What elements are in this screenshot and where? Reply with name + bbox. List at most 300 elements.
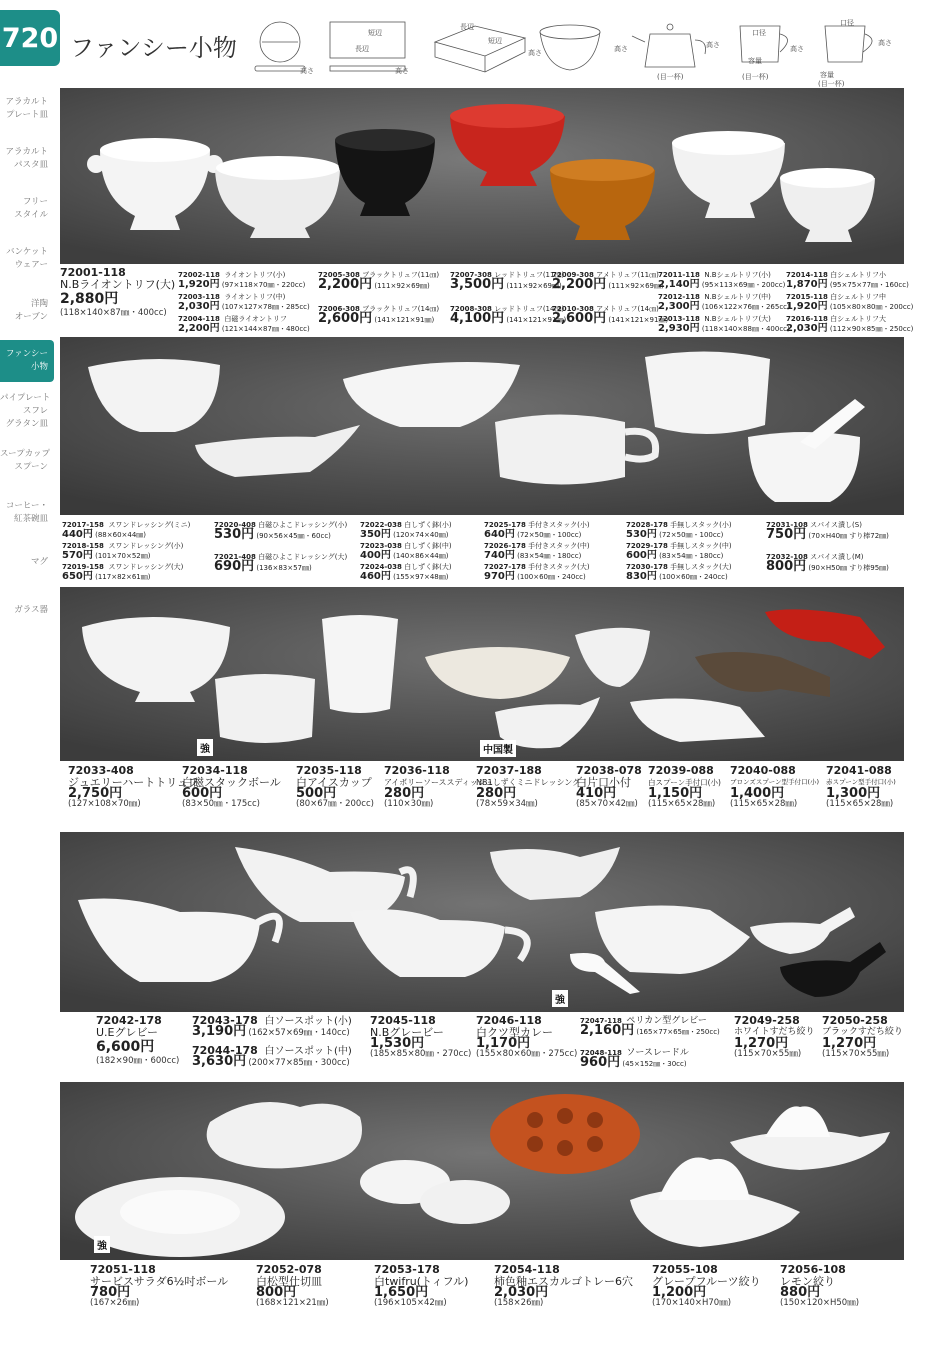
- product-72002: [178, 270, 305, 290]
- product-price: 280円: [476, 786, 517, 801]
- product-72014: [786, 270, 909, 290]
- product-name: ブロンズスプーン型手付口(小): [730, 778, 820, 786]
- product-price: 1,150円: [648, 786, 703, 801]
- product-name: ライオントリフ(小): [224, 271, 286, 279]
- product-72013: [658, 314, 790, 334]
- product-name: N.Bシェルトリフ(小): [704, 271, 771, 279]
- product-code: 72049-258: [734, 1014, 800, 1027]
- cup-diagram-icon: [825, 26, 872, 62]
- sidebar-item-oven-ware[interactable]: 洋陶 オーブン: [14, 299, 48, 322]
- product-size: (155×80×60㎜・275cc): [476, 1049, 578, 1059]
- page-number: 720: [0, 10, 60, 66]
- product-size: (118×140×88㎜・400cc): [701, 325, 790, 333]
- product-size: (83×54㎜・180cc): [659, 552, 724, 560]
- product-size: (85×70×42㎜): [576, 799, 638, 809]
- product-size: (88×60×44㎜): [95, 531, 147, 539]
- product-name: ソースレードル: [626, 1048, 689, 1058]
- product-size: (95×75×77㎜・160cc): [829, 281, 909, 289]
- product-size: (141×121×91㎜): [506, 316, 567, 324]
- product-size: (115×70×55㎜): [822, 1049, 890, 1059]
- diagram-height-label: 高さ: [300, 67, 314, 75]
- product-price: 1,870円: [786, 279, 828, 290]
- product-price: 600円: [626, 550, 657, 561]
- diagram-long-label: 長辺: [355, 45, 369, 53]
- product-name: サービスサラダ6½吋ボール: [90, 1275, 229, 1288]
- product-name: アメトリュフ(14㎝): [596, 305, 659, 313]
- plate-diagram-icon: [255, 22, 305, 71]
- product-size: (111×92×69㎜): [374, 282, 430, 290]
- diagram-height-label-4: 高さ: [614, 45, 628, 53]
- product-price: 960円: [580, 1055, 621, 1070]
- product-name: 白磁ひよこドレッシング(大): [258, 553, 348, 561]
- product-72011: [658, 270, 785, 290]
- product-size: (111×92×69㎜): [608, 282, 664, 290]
- product-code: 72006-308: [318, 305, 360, 313]
- product-72027: [484, 562, 590, 582]
- product-size: (118×140×87㎜・400cc): [60, 308, 167, 318]
- product-72042: [96, 1016, 179, 1067]
- product-size: (80×67㎜・200cc): [296, 799, 374, 809]
- product-code: 72051-118: [90, 1263, 156, 1276]
- product-price: 530円: [214, 527, 255, 542]
- made-in-china-tag: 中国製: [480, 740, 516, 757]
- product-price: 1,650円: [374, 1285, 429, 1300]
- product-size: (106×122×76㎜・265cc): [701, 303, 790, 311]
- product-name: 白シェルトリフ中: [830, 293, 886, 301]
- product-photo-section-1: [60, 88, 904, 264]
- product-72018: [62, 541, 183, 561]
- product-72031: [766, 520, 889, 541]
- product-code: 72040-088: [730, 764, 796, 777]
- product-size: (72×50㎜・100cc): [517, 531, 582, 539]
- product-name: 白twifru(トィフル): [374, 1275, 469, 1288]
- product-name: ホワイトすだち絞り: [734, 1027, 815, 1037]
- product-price: 780円: [90, 1285, 131, 1300]
- product-code: 72004-118: [178, 315, 220, 323]
- product-code: 72008-308: [450, 305, 492, 313]
- product-code: 72054-118: [494, 1263, 560, 1276]
- product-size: (115×65×28㎜): [826, 799, 894, 809]
- product-72003: [178, 292, 310, 312]
- product-name: 白磁スタックボール: [182, 776, 281, 789]
- product-name: ブラックすだち絞り: [822, 1027, 903, 1037]
- product-code: 72015-118: [786, 293, 828, 301]
- product-size: (155×97×48㎜): [393, 573, 449, 581]
- product-price: 2,030円: [178, 301, 220, 312]
- product-name: ブラックトリュフ(14㎝): [362, 305, 440, 313]
- product-price: 2,930円: [658, 323, 700, 334]
- product-code: 72010-308: [552, 305, 594, 313]
- product-size: (115×70×55㎜): [734, 1049, 802, 1059]
- sidebar-item-free-style[interactable]: フリー スタイル: [14, 197, 48, 220]
- product-code: 72047-118: [580, 1017, 622, 1025]
- diagram-height-label-5: 高さ: [706, 41, 720, 49]
- product-photo-section-4: [60, 832, 904, 1012]
- product-name: スワンドレッシング(大): [108, 563, 184, 571]
- sidebar-item-soup-cup[interactable]: スープカップ スプーン: [0, 449, 50, 472]
- product-name: 赤スプーン型手付口(小): [826, 778, 896, 786]
- product-code: 72019-158: [62, 563, 104, 571]
- product-price: 2,030円: [494, 1285, 549, 1300]
- product-code: 72014-118: [786, 271, 828, 279]
- product-72029: [626, 541, 732, 561]
- product-72007: [450, 270, 564, 291]
- product-price: 690円: [214, 559, 255, 574]
- sidebar-item-pie-plate[interactable]: パイプレート スフレ グラタン皿: [0, 393, 51, 429]
- product-size: (111×92×69㎜): [506, 282, 562, 290]
- product-price: 1,400円: [730, 786, 785, 801]
- product-72039: [648, 766, 721, 810]
- product-size: (167×26㎜): [90, 1298, 140, 1308]
- product-name: 白シェルトリフ大: [830, 315, 886, 323]
- product-size: (78×59×34㎜): [476, 799, 538, 809]
- product-size: (158×26㎜): [494, 1298, 544, 1308]
- product-72010: [552, 304, 668, 325]
- sidebar-item-coffee-tea[interactable]: コーヒー・ 紅茶碗皿: [5, 501, 48, 524]
- product-name: 白ソースポット(小): [264, 1016, 352, 1027]
- product-72032: [766, 552, 889, 573]
- product-72038: [576, 766, 642, 810]
- product-name: 白アイスカップ: [296, 776, 372, 789]
- product-name: 手無しスタック(小): [670, 521, 732, 529]
- product-72049: [734, 1016, 814, 1060]
- page-title: ファンシー小物: [70, 34, 237, 62]
- product-code: 72045-118: [370, 1014, 436, 1027]
- product-price: 350円: [360, 529, 391, 540]
- product-size: (90×56×45㎜・60cc): [256, 532, 331, 540]
- product-code: 72017-158: [62, 521, 104, 529]
- product-name: 柿色釉エスカルゴトレー6穴: [494, 1275, 633, 1288]
- product-code: 72016-118: [786, 315, 828, 323]
- diagram-capacity-label-2: 容量: [820, 71, 834, 79]
- product-price: 2,600円: [318, 311, 373, 326]
- product-72045: [370, 1016, 471, 1060]
- product-size: (170×140×H70㎜): [652, 1298, 732, 1308]
- product-72041: [826, 766, 896, 810]
- product-name: N.Bグレービー: [370, 1026, 444, 1039]
- product-size: (121×144×87㎜・480cc): [221, 325, 310, 333]
- product-code: 72021-408: [214, 553, 256, 561]
- product-name: NB1しずくミニドレッシング: [476, 778, 581, 787]
- product-code: 72042-178: [96, 1014, 162, 1027]
- product-72030: [626, 562, 732, 582]
- product-name: グレープフルーツ絞り: [652, 1275, 761, 1288]
- product-price: 2,750円: [68, 786, 123, 801]
- diagram-full-capacity-note-2: (目一杯): [742, 73, 769, 81]
- small-dish-photo: [60, 587, 904, 761]
- product-72008: [450, 304, 566, 325]
- product-72037: [476, 766, 580, 810]
- product-size: (70×H40㎜ すり棒72㎜): [808, 532, 889, 540]
- product-price: 2,200円: [552, 277, 607, 292]
- product-code: 72001-118: [60, 266, 126, 279]
- product-72021: [214, 552, 347, 573]
- product-price: 400円: [360, 550, 391, 561]
- product-name: 白しずく鉢(大): [404, 563, 452, 571]
- product-price: 1,920円: [178, 279, 220, 290]
- product-size: (165×77×65㎜・250cc): [636, 1028, 720, 1036]
- product-price: 2,600円: [552, 311, 607, 326]
- product-code: 72037-188: [476, 764, 542, 777]
- product-name: 白片口小付: [576, 776, 631, 789]
- product-code: 72044-178: [192, 1044, 258, 1057]
- product-name: ジュエリーハートトリュフ: [68, 776, 199, 789]
- diagram-short-label: 短辺: [368, 29, 382, 37]
- product-72012: [658, 292, 790, 312]
- product-size: (182×90㎜・600cc): [96, 1056, 180, 1066]
- product-code: 72028-178: [626, 521, 668, 529]
- product-price: 1,270円: [822, 1036, 877, 1051]
- product-size: (95×113×69㎜・200cc): [701, 281, 786, 289]
- sidebar-item-a-la-carte-pasta[interactable]: アラカルト パスタ皿: [5, 147, 48, 170]
- product-code: 72024-038: [360, 563, 402, 571]
- product-price: 530円: [626, 529, 657, 540]
- product-72015: [786, 292, 913, 312]
- product-name: アイボリーソーススディッシュ: [384, 778, 494, 787]
- sidebar-item-glassware[interactable]: ガラス器: [14, 605, 48, 615]
- strong-tag-3: 強: [94, 1236, 110, 1253]
- product-code: 72053-178: [374, 1263, 440, 1276]
- product-size: (83×54㎜・180cc): [517, 552, 582, 560]
- product-72040: [730, 766, 819, 810]
- product-size: (100×60㎜・240cc): [517, 573, 586, 581]
- product-code: 72043-178: [192, 1014, 258, 1027]
- product-code: 72013-118: [658, 315, 700, 323]
- product-name: 白松型仕切皿: [256, 1275, 322, 1288]
- product-code: 72025-178: [484, 521, 526, 529]
- product-72019: [62, 562, 183, 582]
- product-size: (115×65×28㎜): [648, 799, 716, 809]
- product-price: 2,880円: [60, 291, 119, 307]
- product-72001: [60, 268, 175, 319]
- product-code: 72005-308: [318, 271, 360, 279]
- product-name: 白シェルトリフ小: [830, 271, 886, 279]
- product-price: 740円: [484, 550, 515, 561]
- product-code: 72011-118: [658, 271, 700, 279]
- product-size: (162×57×69㎜・140cc): [248, 1028, 350, 1038]
- sidebar-item-banquet-ware[interactable]: バンケット ウェアー: [6, 247, 48, 270]
- product-72026: [484, 541, 590, 561]
- product-price: 440円: [62, 529, 93, 540]
- product-code: 72009-308: [552, 271, 594, 279]
- product-name: 白スプーン手付口(小): [648, 778, 721, 787]
- product-72056: [780, 1265, 859, 1309]
- product-name: N.Bライオントリフ(大): [60, 278, 176, 291]
- product-price: 800円: [766, 559, 807, 574]
- product-name: レッドトリュフ(14㎝): [494, 305, 565, 313]
- diagram-height-label-2: 高さ: [395, 67, 409, 75]
- product-name: 手無しスタック(中): [670, 542, 732, 550]
- product-price: 650円: [62, 571, 93, 582]
- strong-tag-2: 強: [552, 990, 568, 1007]
- product-size: (105×80×80㎜・200cc): [829, 303, 914, 311]
- sidebar-item-mug[interactable]: マグ: [30, 557, 48, 567]
- product-name: レッドトリュフ(11㎝): [494, 271, 565, 279]
- product-name: 手付きスタック(大): [528, 563, 590, 571]
- product-size: (101×70×52㎜): [95, 552, 151, 560]
- product-price: 2,160円: [580, 1023, 635, 1038]
- product-size: (83×50㎜・175cc): [182, 799, 260, 809]
- product-code: 72039-088: [648, 764, 714, 777]
- product-code: 72003-118: [178, 293, 220, 301]
- product-price: 640円: [484, 529, 515, 540]
- product-price: 1,300円: [826, 786, 881, 801]
- diagram-long-label-2: 長辺: [460, 23, 474, 31]
- product-72005: [318, 270, 439, 291]
- product-name: 白磁ひよこドレッシング(小): [258, 521, 348, 529]
- product-price: 1,530円: [370, 1036, 425, 1051]
- product-name: N.Bシェルトリフ(大): [704, 315, 771, 323]
- product-72046: [476, 1016, 577, 1060]
- product-code: 72041-088: [826, 764, 892, 777]
- product-price: 280円: [384, 786, 425, 801]
- product-price: 600円: [182, 786, 223, 801]
- product-size: (110×30㎜): [384, 799, 434, 809]
- diagram-diameter-label-2: 口径: [840, 19, 854, 27]
- product-price: 3,630円: [192, 1054, 247, 1069]
- product-size: (117×82×61㎜): [95, 573, 151, 581]
- product-72044: [192, 1046, 352, 1069]
- product-code: 72046-118: [476, 1014, 542, 1027]
- product-name: 手無しスタック(大): [670, 563, 732, 571]
- product-72048: [580, 1048, 689, 1069]
- diagram-capacity-label: 容量: [748, 57, 762, 65]
- product-price: 750円: [766, 527, 807, 542]
- product-photo-section-5: [60, 1082, 904, 1260]
- product-size: (140×86×44㎜): [393, 552, 449, 560]
- product-size: (100×60㎜・240cc): [659, 573, 728, 581]
- product-72004: [178, 314, 310, 334]
- box-diagram-icon: [435, 26, 525, 72]
- dressing-bowl-photo: [60, 337, 904, 515]
- product-name: レモン絞り: [780, 1275, 835, 1288]
- product-72033: [68, 766, 199, 810]
- product-72034: [182, 766, 281, 810]
- product-code: 72052-078: [256, 1263, 322, 1276]
- product-price: 2,030円: [786, 323, 828, 334]
- gravy-boat-photo: [60, 832, 904, 1012]
- product-code: 72038-078: [576, 764, 642, 777]
- product-price: 1,200円: [652, 1285, 707, 1300]
- product-name: 白しずく鉢(小): [404, 521, 452, 529]
- bowl-diagram-icon: [540, 25, 600, 70]
- product-price: 3,500円: [450, 277, 505, 292]
- product-size: (141×121×91㎜): [608, 316, 669, 324]
- product-name: 手付きスタック(中): [528, 542, 590, 550]
- diagram-height-label-7: 高さ: [878, 39, 892, 47]
- product-size: (168×121×21㎜): [256, 1298, 329, 1308]
- product-72055: [652, 1265, 761, 1309]
- product-size: (112×90×85㎜・250cc): [829, 325, 914, 333]
- product-size: (185×85×80㎜・270cc): [370, 1049, 472, 1059]
- product-name: N.Bシェルトリフ(中): [704, 293, 771, 301]
- product-price: 880円: [780, 1285, 821, 1300]
- product-size: (196×105×42㎜): [374, 1298, 447, 1308]
- product-code: 72026-178: [484, 542, 526, 550]
- product-code: 72007-308: [450, 271, 492, 279]
- product-code: 72020-408: [214, 521, 256, 529]
- product-price: 4,100円: [450, 311, 505, 326]
- diagram-diameter-label: 口径: [752, 29, 766, 37]
- product-72028: [626, 520, 732, 540]
- product-72051: [90, 1265, 228, 1309]
- product-code: 72030-178: [626, 563, 668, 571]
- product-name: ライオントリフ(中): [224, 293, 286, 301]
- product-size: (141×121×91㎜): [374, 316, 435, 324]
- product-price: 800円: [256, 1285, 297, 1300]
- product-price: 1,170円: [476, 1036, 531, 1051]
- product-price: 6,600円: [96, 1039, 155, 1055]
- product-72050: [822, 1016, 903, 1060]
- diagram-height-label-3: 高さ: [528, 49, 542, 57]
- product-size: (115×65×28㎜): [730, 799, 798, 809]
- product-72024: [360, 562, 452, 582]
- product-code: 72035-118: [296, 764, 362, 777]
- product-code: 72032-108: [766, 553, 808, 561]
- product-name: 白ソースポット(中): [264, 1046, 352, 1057]
- product-name: アメトリュフ(11㎝): [596, 271, 659, 279]
- product-name: 白しずく鉢(中): [404, 542, 452, 550]
- product-price: 1,270円: [734, 1036, 789, 1051]
- product-size: (45×152㎜・30cc): [622, 1060, 687, 1068]
- product-price: 2,200円: [318, 277, 373, 292]
- product-price: 2,300円: [658, 301, 700, 312]
- product-name: スワンドレッシング(ミニ): [108, 521, 191, 529]
- product-size: (107×127×78㎜・285cc): [221, 303, 310, 311]
- product-code: 72050-258: [822, 1014, 888, 1027]
- product-code: 72022-038: [360, 521, 402, 529]
- product-name: U.Eグレビー: [96, 1026, 159, 1039]
- product-72053: [374, 1265, 468, 1309]
- product-size: (90×H50㎜ すり棒95㎜): [808, 564, 889, 572]
- sidebar-item-fancy-goods[interactable]: ファンシー 小物: [0, 340, 54, 382]
- product-name: スパイス潰し(S): [810, 521, 862, 529]
- product-name: ペリカン型グレビー: [626, 1016, 707, 1026]
- sidebar-item-a-la-carte-plate[interactable]: アラカルト プレート皿: [5, 97, 48, 120]
- product-72054: [494, 1265, 633, 1309]
- dimension-diagrams: [250, 12, 910, 82]
- product-code: 72055-108: [652, 1263, 718, 1276]
- product-photo-section-2: [60, 337, 904, 515]
- product-72017: [62, 520, 190, 540]
- product-72047: [580, 1016, 720, 1037]
- product-price: 3,190円: [192, 1024, 247, 1039]
- salad-bowl-photo: [60, 1082, 904, 1260]
- teapot-diagram-icon: [632, 24, 706, 67]
- product-price: 570円: [62, 550, 93, 561]
- product-price: 500円: [296, 786, 337, 801]
- product-72043: [192, 1016, 352, 1039]
- product-code: 72056-108: [780, 1263, 846, 1276]
- product-name: 白クツ型カレー: [476, 1026, 553, 1039]
- product-code: 72048-118: [580, 1049, 622, 1057]
- diagram-short-label-2: 短辺: [488, 37, 502, 45]
- product-code: 72034-118: [182, 764, 248, 777]
- product-size: (150×120×H50㎜): [780, 1298, 860, 1308]
- product-72052: [256, 1265, 329, 1309]
- product-size: (136×83×57㎜): [256, 564, 312, 572]
- product-code: 72023-038: [360, 542, 402, 550]
- product-name: 白磁ライオントリフ: [224, 315, 287, 323]
- product-code: 72031-108: [766, 521, 808, 529]
- product-72023: [360, 541, 452, 561]
- product-price: 410円: [576, 786, 617, 801]
- product-72035: [296, 766, 374, 810]
- product-photo-section-3: [60, 587, 904, 761]
- product-price: 830円: [626, 571, 657, 582]
- product-72009: [552, 270, 664, 291]
- product-72016: [786, 314, 913, 334]
